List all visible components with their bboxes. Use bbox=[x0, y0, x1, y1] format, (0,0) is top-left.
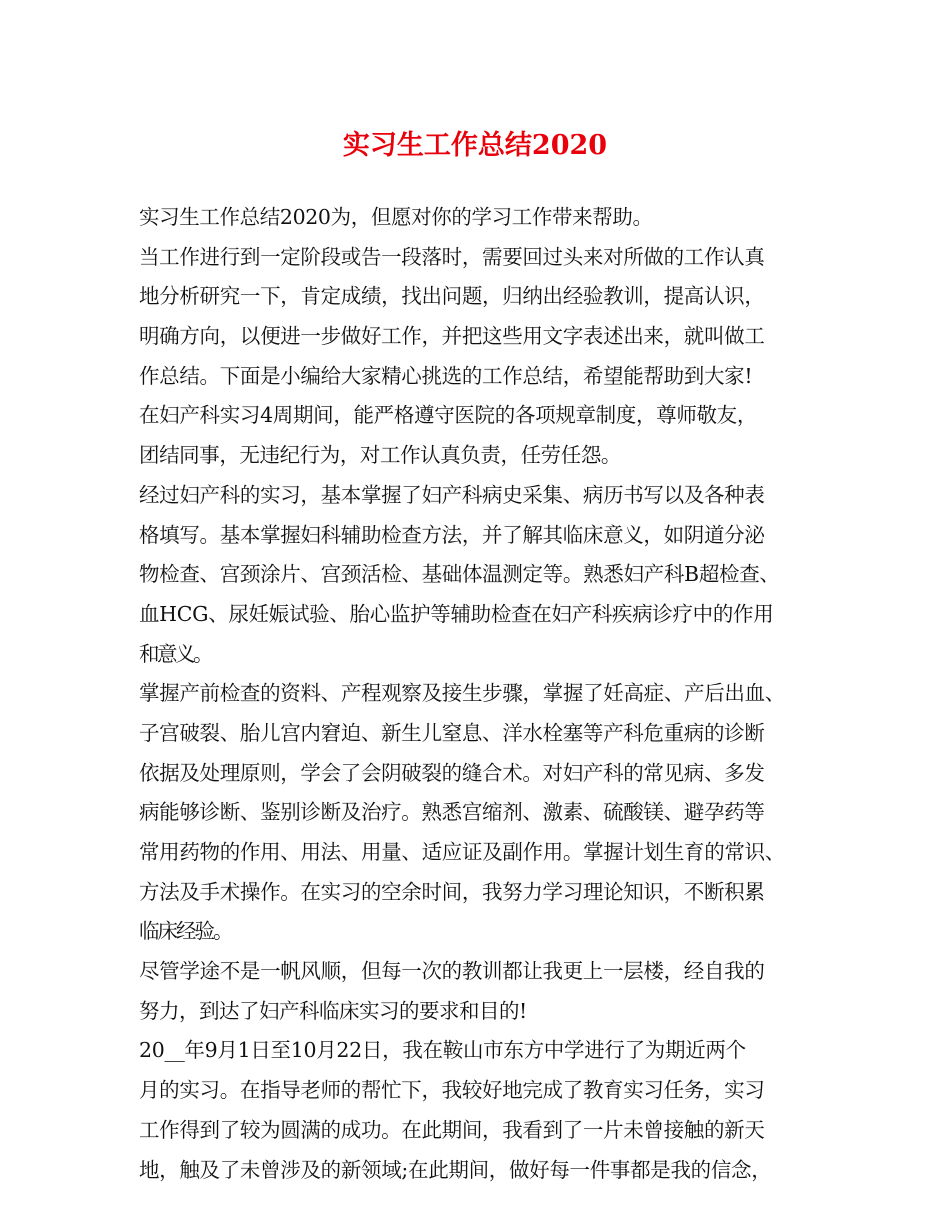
body-line: 物检查、宫颈涂片、宫颈活检、基础体温测定等。熟悉妇产科B超检查、 bbox=[139, 562, 780, 587]
body-line: 团结同事，无违纪行为，对工作认真负责，任劳任怨。 bbox=[139, 443, 621, 468]
body-line: 地，触及了未曾涉及的新领域;在此期间，做好每一件事都是我的信念， bbox=[139, 1157, 772, 1182]
body-line: 掌握产前检查的资料、产程观察及接生步骤，掌握了妊高症、产后出血、 bbox=[139, 681, 785, 706]
body-line: 实习生工作总结2020为，但愿对你的学习工作带来帮助。 bbox=[139, 205, 653, 229]
document-body bbox=[139, 198, 839, 1190]
body-line: 月的实习。在指导老师的帮忙下，我较好地完成了教育实习任务，实习 bbox=[139, 1078, 765, 1103]
body-line: 方法及手术操作。在实习的空余时间，我努力学习理论知识，不断积累 bbox=[139, 879, 765, 904]
body-line: 在妇产科实习4周期间，能严格遵守医院的各项规章制度，尊师敬友， bbox=[139, 403, 758, 428]
body-line: 20__年9月1日至10月22日，我在鞍山市东方中学进行了为期近两个 bbox=[139, 1038, 746, 1063]
body-line: 临床经验。 bbox=[139, 919, 232, 944]
body-line: 明确方向，以便进一步做好工作，并把这些用文字表述出来，就叫做工 bbox=[139, 324, 765, 349]
body-line: 工作得到了较为圆满的成功。在此期间，我看到了一片未曾接触的新天 bbox=[139, 1117, 765, 1142]
body-line: 尽管学途不是一帆风顺，但每一次的教训都让我更上一层楼，经自我的 bbox=[139, 959, 765, 984]
body-line: 子宫破裂、胎儿宫内窘迫、新生儿窒息、洋水栓塞等产科危重病的诊断 bbox=[139, 720, 765, 745]
body-line: 常用药物的作用、用法、用量、适应证及副作用。掌握计划生育的常识、 bbox=[139, 840, 785, 864]
body-line: 当工作进行到一定阶段或告一段落时，需要回过头来对所做的工作认真 bbox=[139, 244, 765, 269]
body-line: 努力，到达了妇产科临床实习的要求和目的! bbox=[139, 998, 527, 1023]
body-line: 格填写。基本掌握妇科辅助检查方法，并了解其临床意义，如阴道分泌 bbox=[139, 522, 765, 547]
body-line: 作总结。下面是小编给大家精心挑选的工作总结，希望能帮助到大家! bbox=[139, 363, 753, 388]
body-line: 和意义。 bbox=[139, 641, 211, 666]
body-line: 地分析研究一下，肯定成绩，找出问题，归纳出经验教训，提高认识， bbox=[139, 284, 765, 309]
body-line: 血HCG、尿妊娠试验、胎心监护等辅助检查在妇产科疾病诊疗中的作用 bbox=[139, 601, 774, 626]
body-line: 病能够诊断、鉴别诊断及治疗。熟悉宫缩剂、激素、硫酸镁、避孕药等 bbox=[139, 800, 765, 825]
body-line: 依据及处理原则，学会了会阴破裂的缝合术。对妇产科的常见病、多发 bbox=[139, 760, 765, 785]
body-line: 经过妇产科的实习，基本掌握了妇产科病史采集、病历书写以及各种表 bbox=[139, 482, 765, 507]
document-title: 实习生工作总结2020 bbox=[342, 130, 608, 161]
